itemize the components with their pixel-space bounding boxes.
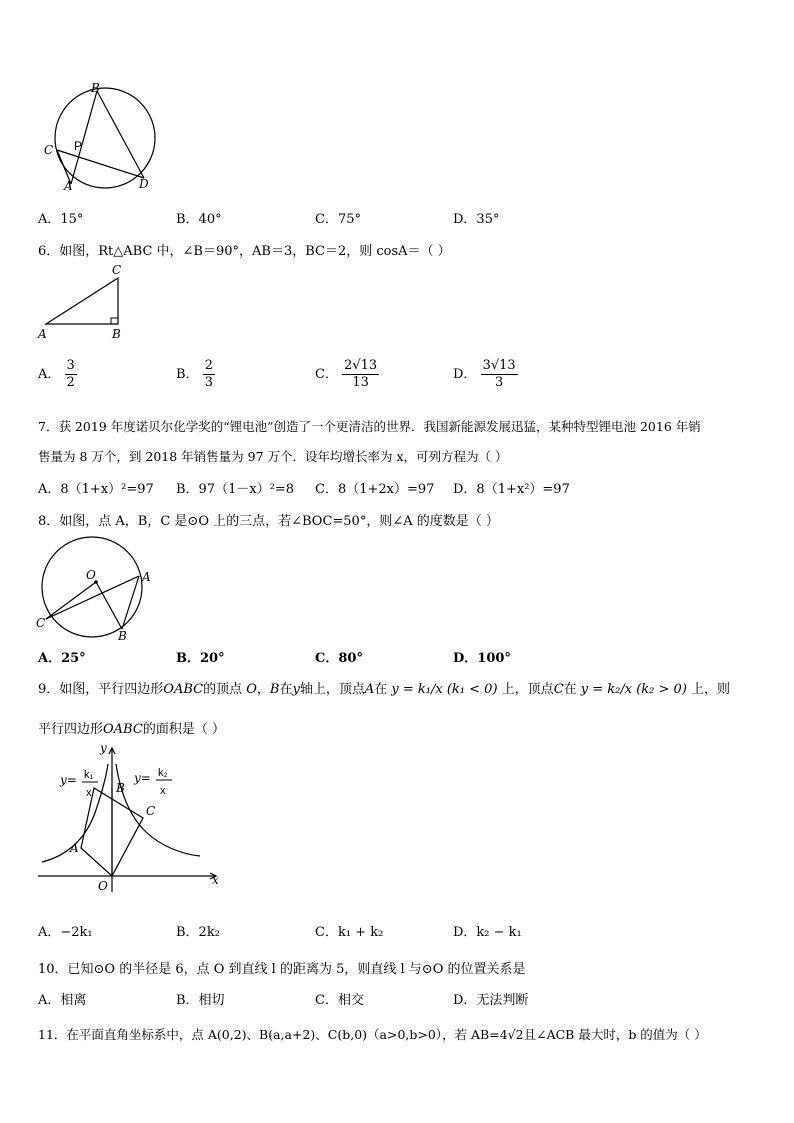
q5-label-b: B — [91, 81, 100, 95]
q10-option-a[interactable]: A．相离 — [38, 993, 87, 1008]
q9-option-a[interactable]: A．−2k₁ — [38, 925, 93, 940]
q8-option-c[interactable]: C．80° — [315, 651, 363, 666]
q10-option-b[interactable]: B．相切 — [176, 993, 225, 1008]
q9-condition-2: y = k₂/x (k₂ > 0) — [580, 682, 687, 697]
q5-label-a: A — [64, 179, 73, 193]
q9-label-o: O — [98, 879, 108, 893]
q9-stem-line1: 9．如图，平行四边形OABC的顶点 O，B在y轴上，顶点A在 y = k₁/x (k₁ < 0) 上，顶点C在 y = k₂/x (k₂ > 0) 上，则 — [38, 682, 731, 697]
q9-condition-1: y = k₁/x (k₁ < 0) — [391, 682, 498, 697]
q7-option-a[interactable]: A．8（1+x）²=97 — [38, 482, 154, 497]
q9-label-c: C — [146, 804, 156, 818]
q6-stem: 6．如图，Rt△ABC 中，∠B＝90°，AB＝3，BC＝2，则 cosA＝（ ） — [38, 244, 451, 259]
q8-label-a: A — [142, 570, 151, 584]
q7-option-b[interactable]: B．97（1－x）²=8 — [176, 482, 295, 497]
q5-option-a[interactable]: A．15° — [38, 212, 84, 227]
q6-triangle-figure — [36, 262, 136, 344]
q9-eq1-num: k₁ — [84, 769, 94, 781]
q7-option-d[interactable]: D．8（1+x²）=97 — [453, 482, 570, 497]
q7-option-c[interactable]: C．8（1+2x）=97 — [315, 482, 435, 497]
q9-label-b: B — [116, 781, 125, 795]
q6-label-a: A — [38, 327, 47, 341]
q6-label-c: C — [112, 263, 122, 277]
q8-label-b: B — [118, 629, 127, 642]
q6-option-a[interactable]: A． $\frac{3}{2}$ — [38, 358, 75, 390]
q5-option-d[interactable]: D．35° — [453, 212, 500, 227]
q8-option-a[interactable]: A．25° — [38, 651, 86, 666]
q8-option-b[interactable]: B．20° — [176, 651, 225, 666]
q9-option-c[interactable]: C．k₁ + k₂ — [315, 925, 384, 940]
q9-eq2-num: k₂ — [158, 767, 168, 779]
q8-label-o: O — [86, 568, 96, 582]
q5-option-c[interactable]: C．75° — [315, 212, 361, 227]
q9-eq1-left: y= — [60, 773, 77, 787]
q6-option-b[interactable]: B． $\frac{2}{3}$ — [176, 358, 213, 390]
q11-stem: 11．在平面直角坐标系中，点 A(0,2)、B(a,a+2)、C(b,0)（a>0,b>0），若 AB=4√2且∠ACB 最大时，b 的值为（ ） — [38, 1027, 707, 1042]
q11-radical: 4√2 — [499, 1027, 524, 1042]
q9-eq2-left: y= — [134, 771, 151, 785]
q8-stem: 8．如图，点 A，B，C 是⊙O 上的三点，若∠BOC=50°，则∠A 的度数是（ ） — [38, 514, 499, 529]
q9-option-d[interactable]: D．k₂ − k₁ — [453, 925, 522, 940]
q10-option-d[interactable]: D．无法判断 — [453, 993, 529, 1008]
q9-label-x: x — [212, 873, 219, 887]
q5-label-d: D — [139, 177, 149, 191]
q9-eq2-den: x — [160, 785, 166, 797]
q9-option-b[interactable]: B．2k₂ — [176, 925, 220, 940]
q6-option-c[interactable]: C． $\frac{2√13}{13}$ — [315, 358, 378, 390]
q6-label-b: B — [112, 327, 121, 341]
q5-label-p: P — [74, 139, 83, 153]
q7-stem-line1: 7．获 2019 年度诺贝尔化学奖的“锂电池”创造了一个更清洁的世界．我国新能源发展迅猛，某种特型锂电池 2016 年销 — [38, 419, 701, 434]
q8-circle-figure — [34, 536, 154, 642]
q9-stem-line2: 平行四边形OABC的面积是（ ） — [38, 722, 225, 737]
q7-stem-line2: 售量为 8 万个，到 2018 年销售量为 97 万个．设年均增长率为 x，可列方程为（ ） — [38, 449, 508, 464]
q10-stem: 10．已知⊙O 的半径是 6，点 O 到直线 l 的距离为 5，则直线 l 与⊙O 的位置关系是 — [38, 962, 526, 977]
q9-eq1-den: x — [86, 787, 92, 799]
q10-option-c[interactable]: C．相交 — [315, 993, 364, 1008]
q9-label-y: y — [100, 741, 107, 755]
q5-label-c: C — [44, 143, 54, 157]
q5-circle-figure — [36, 80, 166, 195]
q5-option-b[interactable]: B．40° — [176, 212, 222, 227]
q9-label-a: A — [70, 841, 79, 855]
q6-option-d[interactable]: D． $\frac{3√13}{3}$ — [453, 358, 516, 390]
q9-graph-figure — [36, 740, 226, 895]
q8-option-d[interactable]: D．100° — [453, 651, 511, 666]
q8-label-c: C — [36, 616, 46, 630]
